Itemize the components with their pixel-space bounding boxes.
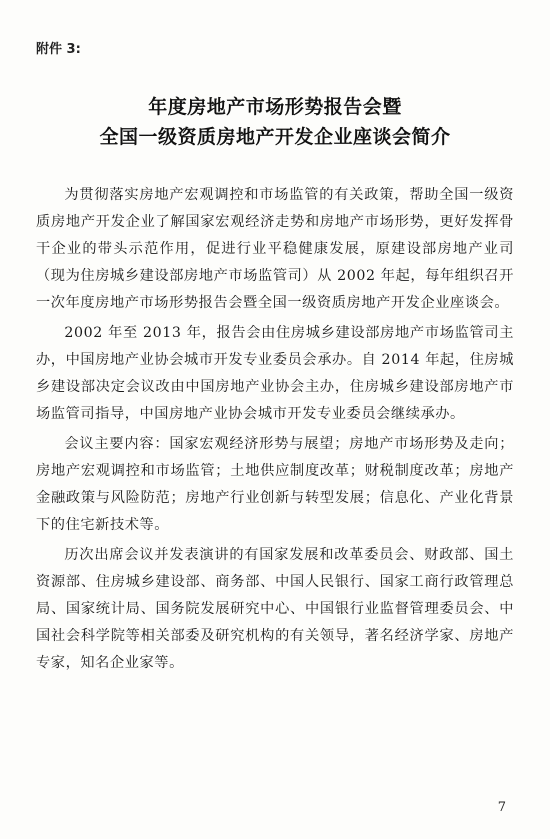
paragraph: 会议主要内容：国家宏观经济形势与展望；房地产市场形势及走向；房地产宏观调控和市场监管；土地供应制度改革；财税制度改革；房地产金融政策与风险防范；房地产行业创新与转型发展；信息化、产业化背景下的住宅新技术等。 [36, 436, 514, 533]
paragraph: 为贯彻落实房地产宏观调控和市场监管的有关政策，帮助全国一级资质房地产开发企业了解国家宏观经济走势和房地产市场形势，更好发挥骨干企业的带头示范作用，促进行业平稳健康发展，原建设部房地产业司（现为住房城乡建设部房地产市场监管司）从 2002 年起，每年组织召开一次年度房地产市场形势报告会暨全国一级资质房地产开发企业座谈会。 [36, 187, 514, 311]
page-number: 7 [497, 800, 506, 815]
paragraph: 历次出席会议并发表演讲的有国家发展和改革委员会、财政部、国土资源部、住房城乡建设部、商务部、中国人民银行、国家工商行政管理总局、国家统计局、国务院发展研究中心、中国银行业监督管理委员会、中国社会科学院等相关部委及研究机构的有关领导，著名经济学家、房地产专家，知名企业家等。 [36, 547, 514, 671]
document-body [36, 182, 514, 680]
paragraph: 2002 年至 2013 年，报告会由住房城乡建设部房地产市场监管司主办，中国房地产业协会城市开发专业委员会承办。自 2014 年起，住房城乡建设部决定会议改由中国房地产业协会主办，住房城乡建设部房地产市场监管司指导，中国房地产业协会城市开发专业委员会继续承办。 [36, 325, 514, 422]
attachment-label: 附件 3: [36, 42, 81, 57]
document-title-line-1: 年度房地产市场形势报告会暨 [148, 96, 402, 118]
document-title-line-2: 全国一级资质房地产开发企业座谈会简介 [99, 126, 451, 148]
